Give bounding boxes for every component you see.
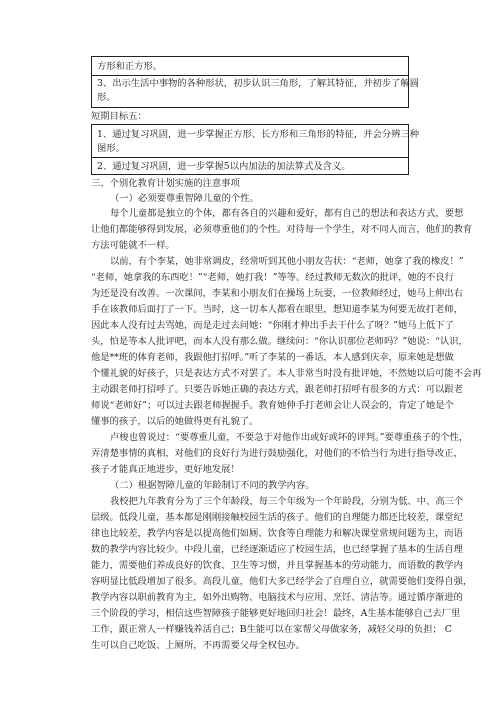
box-line: 1、通过复习巩固，进一步掌握正方形、长方形和三角形的特征，并会分辨三种 [97, 129, 420, 140]
box-divider [92, 157, 408, 158]
paragraph-line: 卢梭也曾说过：“要尊重儿童，不要急于对他作出或好或坏的评判。”要尊重孩子的个性， [110, 432, 469, 443]
paragraph-line: 手在该教师后面打了一下。当时，这一切本人都看在眼里，想知道李某为何要无故打老师， [91, 304, 463, 315]
box-line: 图形。 [97, 143, 125, 154]
paragraph-line: 他是**班的体育老师，我跟他打招呼。”听了李某的一番话，本人感到庆幸，原来她是想做 [91, 352, 454, 363]
paragraph-line: 容明显比低段增加了很多。高段儿童，他们大多已经学会了自理自立，就需要他们变得自强， [91, 576, 473, 587]
paragraph-line: 教学内容以职前教育为主，如外出购物、电脑技术与应用、烹饪、清洁等。通过循序渐进的 [91, 592, 463, 603]
paragraph-line: 以前，有个李某，她非常调皮，经常听到其他小朋友告状：“老师，她拿了我的橡皮！” [110, 256, 464, 267]
paragraph-line: 我校把九年教育分为了三个年龄段，每三个年级为一个年龄段，分别为低、中、高三个 [110, 496, 464, 507]
paragraph-line: 让他们都能够得到发展，必须尊重他们的个性。对待每一个学生，对不同人而言，他们的教育 [91, 224, 473, 235]
box-line: 2、通过复习巩固，进一步掌握5以内加法的加法算式及含义。 [97, 161, 351, 172]
paragraph-line: 能力，需要他们养成良好的饮食、卫生等习惯，并且掌握基本的劳动能力，而语数的教学内 [91, 560, 463, 571]
subsection-heading: （一）必须要尊重智障儿童的个性。 [110, 193, 259, 204]
paragraph-line: 头，怕是等本人批评吧，而本人没有那么做。继续问：“你认识那位老师吗？”她说：“认识， [91, 336, 468, 347]
section-heading: 三、个别化教育计划实施的注意事项 [91, 178, 240, 189]
paragraph-line: 三个阶段的学习，相信这些智障孩子能够更好地回归社会！最终，A生基本能够自己去厂里 [91, 608, 461, 619]
paragraph-line: 弄清楚事情的真相，对他们的良好行为进行鼓励强化，对他们的不恰当行为进行指导改正， [91, 448, 463, 459]
goal4-content-box [91, 56, 420, 108]
paragraph-line: 主动跟老师打招呼了。只要告诉她正确的表达方式，跟老师打招呼有很多的方式：可以跟老 [91, 384, 463, 395]
paragraph-line: 为还是没有改善。一次课间，李某和小朋友们在操场上玩耍，一位教师经过，她马上伸出右 [91, 288, 463, 299]
paragraph-line: 每个儿童都是独立的个体，都有各自的兴趣和爱好，都有自己的想法和表达方式，要想 [110, 208, 464, 219]
paragraph-line: 律也比较差，教学内容是以提高他们如厕、饮食等自理能力和解决课堂常规问题为主，而语 [91, 528, 463, 539]
paragraph-line: 层级。低段儿童，基本都是刚刚接触校园生活的孩子。他们的自理能力都还比较差，课堂纪 [91, 512, 463, 523]
paragraph-line: 个懂礼貌的好孩子，只是表达方式不对罢了。本人非常当时没有批评她，不然她以后可能不会再 [91, 368, 482, 379]
paragraph-line: “老师，她拿我的东西吃！”“老师，她打我！”等等。经过教师无数次的批评，她的不良行 [91, 272, 454, 283]
paragraph-line: 生可以自己吃饭、上厕所，不再需要父母全权包办。 [91, 640, 305, 651]
paragraph-line: 数的教学内容比较少。中段儿童，已经逐渐适应了校园生活，也已经掌握了基本的生活自理 [91, 544, 463, 555]
paragraph-line: 孩子才能真正地进步，更好地发展！ [91, 464, 240, 475]
box-divider [92, 75, 408, 76]
goal5-content-box [91, 124, 420, 175]
paragraph-line: 师说“老师好”；可以过去跟老师握握手。教育她伸手打老师会让人误会的，肯定了她是个 [91, 400, 454, 411]
subsection-heading: （二）根据智障儿童的年龄制订不同的教学内容。 [110, 480, 315, 491]
paragraph-line: 方法可能就不一样。 [91, 240, 175, 251]
box-line: 方形和正方形。 [97, 61, 163, 72]
paragraph-line: 因此本人没有过去骂她，而是走过去问她：“你刚才伸出手去干什么了呀？”她马上低下了 [91, 320, 454, 331]
box-line: 3、出示生活中事物的各种形状，初步认识三角形，了解其特征，并初步了解圆 [97, 78, 420, 89]
paragraph-line: 懂事的孩子，以后的她做得更有礼貌了。 [91, 416, 259, 427]
paragraph-line: 工作，跟正常人一样赚钱养活自己；B生能可以在家帮父母做家务，减轻父母的负担； C [91, 624, 452, 635]
goal5-heading: 短期目标五： [91, 111, 147, 122]
box-line: 形。 [97, 92, 116, 103]
